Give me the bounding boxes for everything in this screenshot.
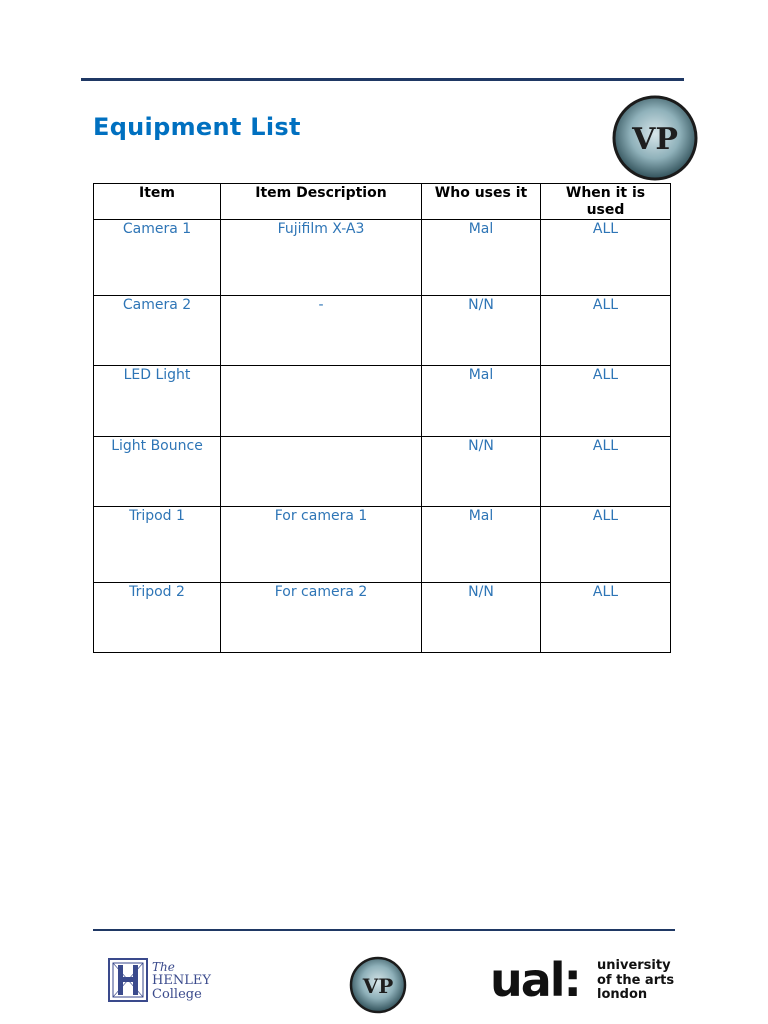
cell-description	[221, 366, 422, 437]
cell-item: Light Bounce	[94, 437, 221, 507]
cell-item: Tripod 1	[94, 507, 221, 583]
header-who-uses-it: Who uses it	[422, 184, 541, 220]
ual-text-london: london	[597, 987, 648, 1002]
cell-item: Tripod 2	[94, 583, 221, 653]
bottom-divider	[93, 929, 675, 931]
cell-description: For camera 1	[221, 507, 422, 583]
table-row	[94, 296, 671, 366]
henley-crest-icon	[108, 958, 148, 1002]
cell-when: ALL	[541, 220, 671, 296]
henley-text-henley: HENLEY	[152, 973, 211, 988]
cell-who: Mal	[422, 366, 541, 437]
cell-when: ALL	[541, 583, 671, 653]
header-item: Item	[94, 184, 221, 220]
cell-description	[221, 437, 422, 507]
cell-item: Camera 1	[94, 220, 221, 296]
cell-when: ALL	[541, 296, 671, 366]
header-item-description: Item Description	[221, 184, 422, 220]
table-row	[94, 583, 671, 653]
cell-when: ALL	[541, 366, 671, 437]
cell-who: Mal	[422, 220, 541, 296]
top-divider	[81, 78, 684, 81]
cell-item: Camera 2	[94, 296, 221, 366]
vp-logo-icon	[612, 95, 698, 181]
cell-when: ALL	[541, 507, 671, 583]
cell-who: N/N	[422, 437, 541, 507]
cell-who: Mal	[422, 507, 541, 583]
table-row	[94, 220, 671, 296]
page-title: Equipment List	[93, 113, 301, 141]
cell-item: LED Light	[94, 366, 221, 437]
ual-text-university: university	[597, 958, 671, 973]
ual-logo	[490, 955, 680, 1007]
header-when-used: When it is used	[541, 184, 671, 220]
cell-description: -	[221, 296, 422, 366]
cell-when: ALL	[541, 437, 671, 507]
cell-description: For camera 2	[221, 583, 422, 653]
cell-description: Fujifilm X-A3	[221, 220, 422, 296]
ual-text-of-the-arts: of the arts	[597, 972, 675, 988]
table-row	[94, 437, 671, 507]
vp-logo-text: VP	[632, 122, 678, 157]
vp-logo-small-icon	[349, 956, 407, 1014]
table-row	[94, 366, 671, 437]
equipment-table	[93, 183, 671, 653]
henley-text-the: The	[152, 960, 175, 974]
cell-who: N/N	[422, 583, 541, 653]
vp-logo-small-text: VP	[362, 974, 394, 998]
table-header-row	[94, 184, 671, 220]
henley-college-logo	[108, 958, 211, 1004]
henley-text-college: College	[152, 987, 202, 1002]
ual-mark: ual:	[490, 953, 580, 1007]
table-row	[94, 507, 671, 583]
cell-who: N/N	[422, 296, 541, 366]
